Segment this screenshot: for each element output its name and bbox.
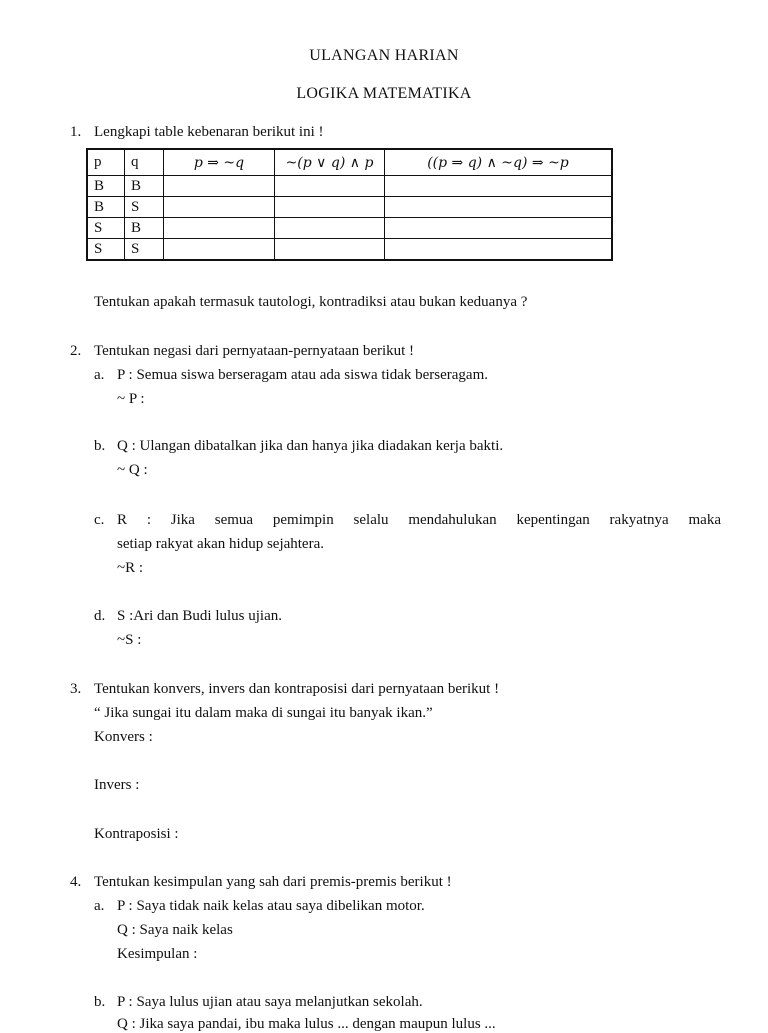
answer-cell[interactable] [164,176,275,197]
premise-4b-q-partial: Q : Jika saya pandai, ibu maka lulus ... dengan maupun lulus ... [117,1016,496,1032]
question-4-text: Tentukan kesimpulan yang sah dari premis-premis berikut ! [94,874,452,890]
table-row [87,239,612,261]
premise-4a-q: Q : Saya naik kelas [117,922,233,938]
kontraposisi-label[interactable]: Kontraposisi : [94,826,179,842]
statement-2c-line1: R : Jika semua pemimpin selalu mendahulukan kepentingan rakyatnya maka [117,512,721,528]
header-formula-3: ((p ⇒ q) ∧ ~q) ⇒ ~p [385,149,613,176]
negation-2c[interactable]: ~R : [117,560,144,576]
konvers-label[interactable]: Konvers : [94,729,153,745]
item-label-2a: a. [94,367,105,383]
table-row [87,197,612,218]
answer-cell[interactable] [164,197,275,218]
answer-cell[interactable] [164,218,275,239]
item-label-4a: a. [94,898,105,914]
question-number-2: 2. [70,343,82,359]
premise-4b-p: P : Saya lulus ujian atau saya melanjutkan sekolah. [117,994,423,1010]
answer-cell[interactable] [385,176,613,197]
question-number-3: 3. [70,681,82,697]
answer-cell[interactable] [164,239,275,261]
conclusion-4a[interactable]: Kesimpulan : [117,946,198,962]
negation-2d[interactable]: ~S : [117,632,142,648]
answer-cell[interactable] [275,218,385,239]
table-row [87,218,612,239]
premise-4a-p: P : Saya tidak naik kelas atau saya dibelikan motor. [117,898,425,914]
cell-q: B [125,176,164,197]
header-p: p [87,149,125,176]
document-subtitle: LOGIKA MATEMATIKA [296,85,472,102]
cell-p: B [87,197,125,218]
cell-q: S [125,197,164,218]
question-number-1: 1. [70,124,82,140]
cell-p: S [87,239,125,261]
truth-table-header-row [87,149,612,176]
statement-2c-line2: setiap rakyat akan hidup sejahtera. [117,536,324,552]
invers-label[interactable]: Invers : [94,777,140,793]
item-label-2b: b. [94,438,106,454]
item-label-2d: d. [94,608,106,624]
header-formula-2: ~(p ∨ q) ∧ p [275,149,385,176]
question-1-followup: Tentukan apakah termasuk tautologi, kontradiksi atau bukan keduanya ? [94,294,528,310]
negation-2a[interactable]: ~ P : [117,391,145,407]
question-2-text: Tentukan negasi dari pernyataan-pernyataan berikut ! [94,343,415,359]
question-3-text: Tentukan konvers, invers dan kontraposisi dari pernyataan berikut ! [94,681,500,697]
negation-2b[interactable]: ~ Q : [117,462,148,478]
question-1-text: Lengkapi table kebenaran berikut ini ! [94,124,324,140]
statement-2a: P : Semua siswa berseragam atau ada siswa tidak berseragam. [117,367,488,383]
statement-2b: Q : Ulangan dibatalkan jika dan hanya jika diadakan kerja bakti. [117,438,504,454]
item-label-2c: c. [94,512,105,528]
cell-q: S [125,239,164,261]
question-3-quote: “ Jika sungai itu dalam maka di sungai itu banyak ikan.” [94,705,433,721]
item-label-4b: b. [94,994,106,1010]
answer-cell[interactable] [275,239,385,261]
header-formula-1: p ⇒ ~q [164,149,275,176]
question-number-4: 4. [70,874,82,890]
cell-q: B [125,218,164,239]
table-row [87,176,612,197]
answer-cell[interactable] [385,197,613,218]
answer-cell[interactable] [385,239,613,261]
cell-p: B [87,176,125,197]
cell-p: S [87,218,125,239]
document-title: ULANGAN HARIAN [309,47,459,64]
answer-cell[interactable] [275,197,385,218]
answer-cell[interactable] [385,218,613,239]
statement-2d: S :Ari dan Budi lulus ujian. [117,608,282,624]
answer-cell[interactable] [275,176,385,197]
header-q: q [125,149,164,176]
truth-table [86,148,613,261]
